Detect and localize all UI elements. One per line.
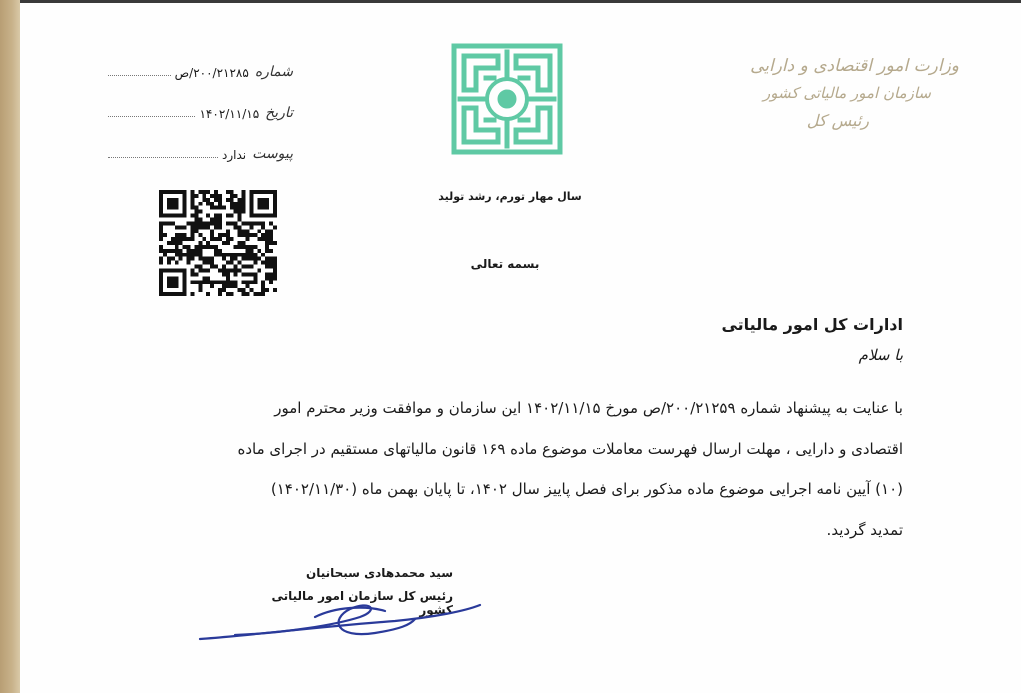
handwritten-signature-icon: [195, 595, 485, 645]
letter-attachment-label: پیوست: [252, 146, 293, 162]
letter-date-value: ۱۴۰۲/۱۱/۱۵: [199, 107, 260, 121]
photo-left-edge: [0, 0, 20, 693]
body-line: با عنایت به پیشنهاد شماره ۲۰۰/۲۱۲۵۹/ص مورخ ۱۴۰۲/۱۱/۱۵ این سازمان و موافقت وزیر محترم امور: [274, 399, 903, 417]
organization-name: سازمان امور مالیاتی کشور: [763, 84, 931, 102]
letter-attachment-row: [108, 142, 293, 162]
letter-attachment-value: ندارد: [222, 148, 247, 162]
body-line: اقتصادی و دارایی ، مهلت ارسال فهرست معاملات موضوع ماده ۱۶۹ قانون مالیاتهای مستقیم در اجرای ماده: [237, 439, 903, 458]
year-slogan: سال مهار تورم، رشد تولید: [438, 190, 582, 203]
letter-body: [130, 388, 903, 550]
greeting: با سلام: [858, 346, 903, 364]
letter-number-row: [108, 60, 293, 80]
letter-date-row: [108, 101, 293, 121]
body-line: تمدید گردید.: [826, 520, 903, 539]
dotted-line: [108, 157, 218, 158]
qr-code-icon[interactable]: [158, 190, 278, 296]
position-title: رئیس کل: [806, 111, 869, 130]
signatory-name: سید محمدهادی سبحانیان: [305, 566, 453, 580]
ministry-name: وزارت امور اقتصادی و دارایی: [750, 56, 959, 76]
letter-number-value: ۲۰۰/۲۱۲۸۵/ص: [174, 66, 249, 80]
signatory-title: رئیس کل سازمان امور مالیاتی کشور: [271, 589, 453, 617]
tax-organization-logo-icon: [450, 42, 564, 156]
letterhead-ministry-block: [729, 52, 959, 136]
dotted-line: [108, 116, 195, 117]
body-line: (۱۰) آیین نامه اجرایی موضوع ماده مذکور برای فصل پاییز سال ۱۴۰۲، تا پایان بهمن ماه (۱۴۰۲/۱۱/۳۰): [270, 480, 903, 498]
recipient-heading: ادارات کل امور مالیاتی: [721, 315, 903, 334]
letter-date-label: تاریخ: [265, 105, 293, 121]
dotted-line: [108, 75, 171, 76]
letter-number-label: شماره: [254, 64, 293, 80]
basmala: بسمه تعالی: [470, 257, 540, 271]
